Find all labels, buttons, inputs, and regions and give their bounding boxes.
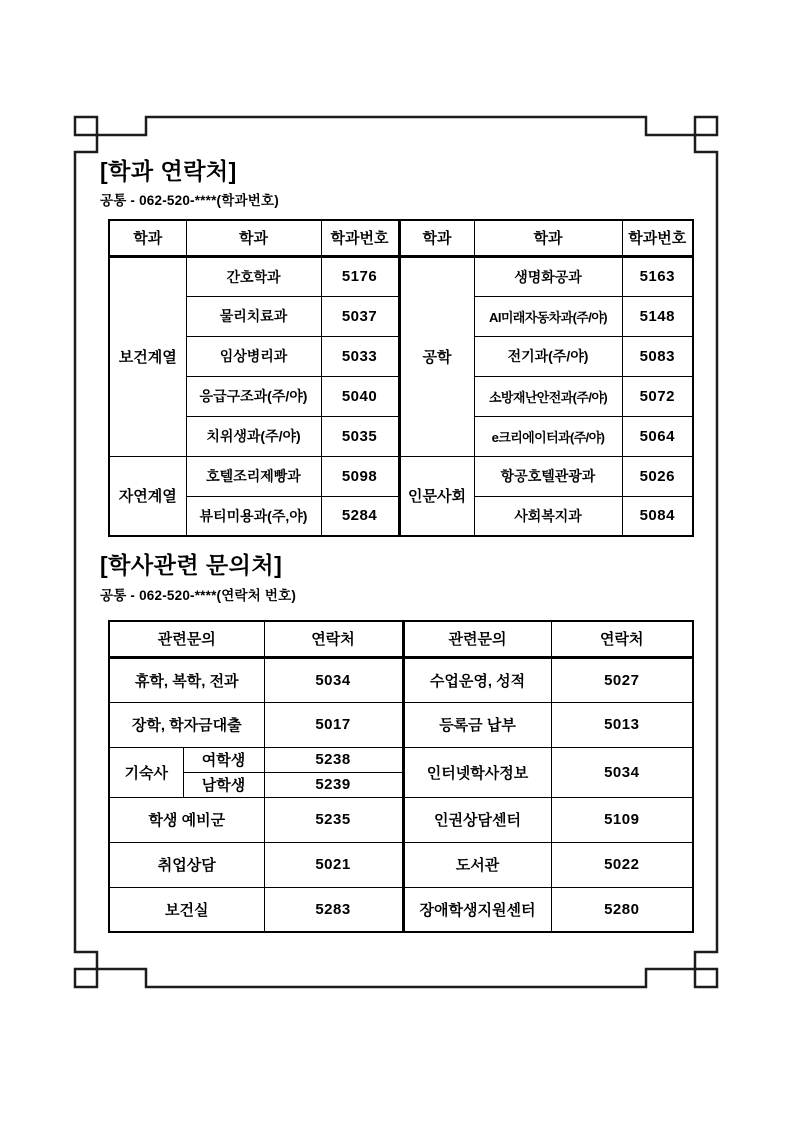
header-cell: 학과번호: [321, 220, 399, 256]
dept-name-cell: e크리에이터과(주/야): [474, 416, 622, 456]
dept-number-cell: 5064: [622, 416, 693, 456]
table-row: [109, 702, 693, 747]
dept-name-cell: 소방재난안전과(주/야): [474, 376, 622, 416]
dept-number-cell: 5040: [321, 376, 399, 416]
inquiry-cell: 장애학생지원센터: [403, 887, 551, 932]
contact-number-cell: 5034: [264, 657, 403, 702]
dept-number-cell: 5284: [321, 496, 399, 536]
table-row: [109, 657, 693, 702]
header-cell: 연락처: [264, 621, 403, 657]
dept-number-cell: 5033: [321, 336, 399, 376]
contact-number-cell: 5027: [551, 657, 693, 702]
header-cell: 학과: [474, 220, 622, 256]
dept-contact-table: [108, 219, 694, 537]
category-cell: 공학: [399, 256, 474, 456]
dept-name-cell: 호텔조리제빵과: [186, 456, 321, 496]
dept-number-cell: 5083: [622, 336, 693, 376]
header-cell: 학과: [186, 220, 321, 256]
dept-name-cell: 간호학과: [186, 256, 321, 296]
dept-name-cell: 전기과(주/야): [474, 336, 622, 376]
contact-number-cell: 5022: [551, 842, 693, 887]
header-cell: 관련문의: [403, 621, 551, 657]
table-header-row: [109, 220, 693, 256]
category-cell: 자연계열: [109, 456, 186, 536]
contact-number-cell: 5017: [264, 702, 403, 747]
inquiry-cell: 장학, 학자금대출: [109, 702, 264, 747]
category-cell: 보건계열: [109, 256, 186, 456]
section-title-dept-contacts: [학과 연락처]: [100, 158, 237, 184]
contact-number-cell: 5283: [264, 887, 403, 932]
contact-number-cell: 5235: [264, 797, 403, 842]
table-header-row: [109, 621, 693, 657]
header-cell: 관련문의: [109, 621, 264, 657]
border-corner-square: [695, 117, 717, 135]
dept-name-cell: 치위생과(주/야): [186, 416, 321, 456]
inquiry-cell: 휴학, 복학, 전과: [109, 657, 264, 702]
section-subtitle-dept-contacts: 공통 - 062-520-****(학과번호): [100, 193, 279, 208]
dorm-sub-cell: 여학생: [183, 747, 264, 772]
contact-number-cell: 5109: [551, 797, 693, 842]
dept-number-cell: 5176: [321, 256, 399, 296]
category-cell: 인문사회: [399, 456, 474, 536]
dorm-label-cell: 기숙사: [109, 747, 183, 797]
border-corner-square: [75, 969, 97, 987]
dept-name-cell: 임상병리과: [186, 336, 321, 376]
contact-number-cell: 5021: [264, 842, 403, 887]
inquiry-cell: 도서관: [403, 842, 551, 887]
dept-name-cell: AI미래자동차과(주/야): [474, 296, 622, 336]
header-cell: 학과번호: [622, 220, 693, 256]
dept-number-cell: 5084: [622, 496, 693, 536]
inquiry-cell: 취업상담: [109, 842, 264, 887]
border-corner-square: [75, 117, 97, 135]
contact-number-cell: 5239: [264, 772, 403, 797]
header-cell: 연락처: [551, 621, 693, 657]
dept-number-cell: 5026: [622, 456, 693, 496]
header-cell: 학과: [109, 220, 186, 256]
dept-number-cell: 5037: [321, 296, 399, 336]
dept-name-cell: 물리치료과: [186, 296, 321, 336]
inquiry-cell: 인터넷학사정보: [403, 747, 551, 797]
section-subtitle-academic-inquiries: 공통 - 062-520-****(연락처 번호): [100, 588, 297, 603]
table-row: [109, 747, 693, 772]
table-row: [109, 256, 693, 296]
inquiry-cell: 수업운영, 성적: [403, 657, 551, 702]
dept-name-cell: 뷰티미용과(주,야): [186, 496, 321, 536]
dept-number-cell: 5072: [622, 376, 693, 416]
academic-inquiry-table: [108, 620, 694, 933]
contact-number-cell: 5280: [551, 887, 693, 932]
contact-number-cell: 5034: [551, 747, 693, 797]
section-title-academic-inquiries: [학사관련 문의처]: [100, 552, 283, 578]
dept-name-cell: 사회복지과: [474, 496, 622, 536]
contact-number-cell: 5238: [264, 747, 403, 772]
table-row: [109, 842, 693, 887]
inquiry-cell: 인권상담센터: [403, 797, 551, 842]
dept-name-cell: 항공호텔관광과: [474, 456, 622, 496]
table-row: [109, 797, 693, 842]
table-row: [109, 887, 693, 932]
inquiry-cell: 보건실: [109, 887, 264, 932]
dept-number-cell: 5148: [622, 296, 693, 336]
inquiry-cell: 등록금 납부: [403, 702, 551, 747]
border-corner-square: [695, 969, 717, 987]
dept-number-cell: 5035: [321, 416, 399, 456]
contact-number-cell: 5013: [551, 702, 693, 747]
table-row: [109, 456, 693, 496]
inquiry-cell: 학생 예비군: [109, 797, 264, 842]
dept-number-cell: 5098: [321, 456, 399, 496]
dept-name-cell: 생명화공과: [474, 256, 622, 296]
dorm-sub-cell: 남학생: [183, 772, 264, 797]
dept-number-cell: 5163: [622, 256, 693, 296]
dept-name-cell: 응급구조과(주/야): [186, 376, 321, 416]
header-cell: 학과: [399, 220, 474, 256]
